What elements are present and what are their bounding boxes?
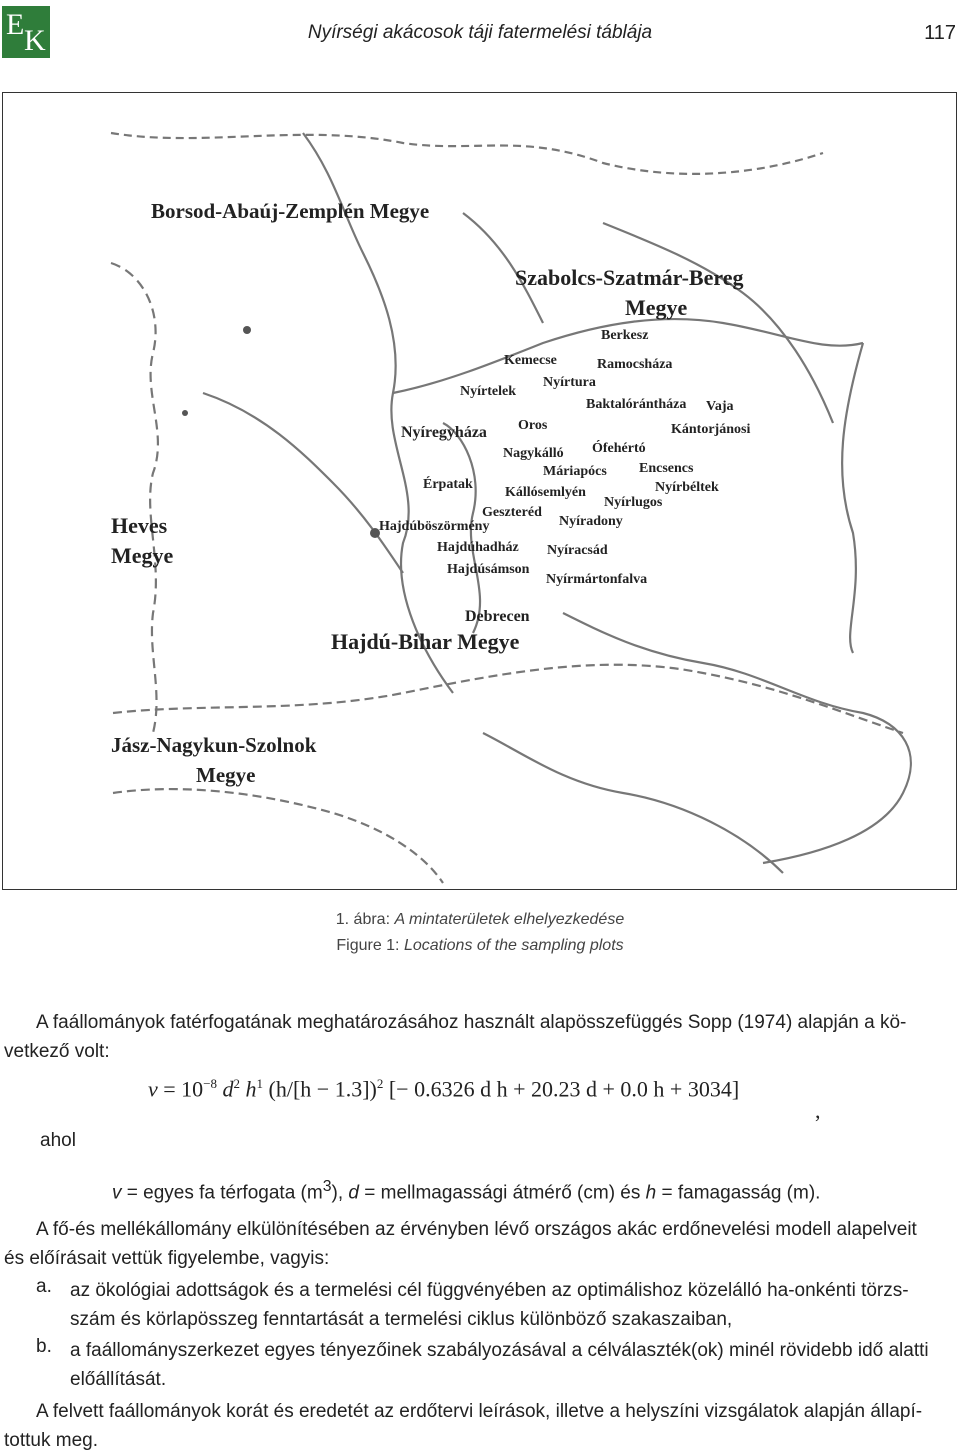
list-item-b-line: előállítását. <box>70 1369 167 1390</box>
def-var: d <box>348 1182 359 1204</box>
logo-letter-k: K <box>24 24 46 57</box>
paragraph-line: és előírásait vettük figyelembe, vagyis: <box>4 1248 330 1269</box>
county-label-borsod: Borsod-Abaúj-Zemplén Megye <box>151 199 430 223</box>
def-var: v <box>112 1182 122 1204</box>
place-label: Baktalórántháza <box>586 397 687 412</box>
county-label-heves: Heves <box>111 513 168 538</box>
place-label: Ófehértó <box>592 441 646 456</box>
caption-prefix: 1. ábra: <box>335 911 395 928</box>
def-var: h <box>645 1182 657 1204</box>
paragraph-line: A felvett faállományok korát és eredetét az erdőtervi leírások, illetve a helyszíni vizsgálatok alapján állapí- <box>36 1401 923 1422</box>
volume-formula <box>148 1076 739 1102</box>
place-label: Nyírtelek <box>460 384 516 399</box>
county-label-hajdu-bihar: Hajdú-Bihar Megye <box>331 629 520 654</box>
place-label: Kállósemlyén <box>505 485 586 500</box>
place-label: Berkesz <box>601 328 649 343</box>
place-label: Hajdúsámson <box>447 562 530 577</box>
county-label-jasz: Jász-Nagykun-Szolnok <box>111 733 317 757</box>
map-figure <box>2 92 957 890</box>
def-text: = egyes fa térfogata (m <box>121 1182 323 1204</box>
county-label-heves-megye: Megye <box>111 543 174 568</box>
place-label: Nyírlugos <box>604 495 663 510</box>
place-label: Hajdúböszörmény <box>379 519 490 534</box>
def-text: ), <box>331 1182 349 1204</box>
county-label-szabolcs: Szabolcs-Szatmár-Bereg <box>515 265 744 290</box>
place-label: Érpatak <box>423 477 473 492</box>
def-text: = famagasság (m). <box>656 1182 821 1204</box>
figure-caption-en <box>0 937 960 955</box>
place-label: Kemecse <box>504 353 557 368</box>
place-label: Nyírtura <box>543 375 596 390</box>
formula-exp: 2 <box>376 1076 384 1091</box>
place-label: Ramocsháza <box>597 357 673 372</box>
formula-v: v <box>148 1076 158 1102</box>
place-label: Debrecen <box>465 608 530 625</box>
formula-exp: −8 <box>203 1076 218 1091</box>
page-number: 117 <box>924 22 956 44</box>
county-label-jasz-megye: Megye <box>196 763 256 787</box>
figure-caption-hu <box>0 911 960 929</box>
place-label: Nagykálló <box>503 446 564 461</box>
map-svg <box>3 93 956 889</box>
formula-comma: , <box>815 1098 821 1123</box>
list-marker-b: b. <box>36 1336 52 1357</box>
place-label: Oros <box>518 418 548 433</box>
logo-letter-e: E <box>6 8 25 41</box>
list-item-b-line: a faállományszerkezet egyes tényezőinek szabályozásával a célválaszték(ok) minél rövidebb idő alatti <box>70 1340 929 1361</box>
place-label: Nyíracsád <box>547 543 608 558</box>
place-label: Geszteréd <box>482 505 542 520</box>
place-label: Vaja <box>706 399 734 414</box>
settlement-dots <box>182 326 380 538</box>
formula-core: (h/[h − 1.3]) <box>268 1076 377 1102</box>
place-label: Nyíregyháza <box>401 424 487 441</box>
ahol-label: ahol <box>40 1130 76 1151</box>
formula-d: d <box>222 1076 234 1102</box>
running-title: Nyírségi akácosok táji fatermelési táblája <box>307 22 653 43</box>
place-label: Nyíradony <box>559 514 623 529</box>
intro-line: vetkező volt: <box>4 1041 110 1062</box>
county-label-szabolcs-megye: Megye <box>625 295 688 320</box>
formula-bracket: [− 0.6326 d h + 20.23 d + 0.0 h + 3034] <box>388 1076 740 1102</box>
def-text: = mellmagassági átmérő (cm) és <box>358 1182 646 1204</box>
caption-title: Locations of the sampling plots <box>403 937 624 954</box>
place-label: Nyírmártonfalva <box>546 572 648 587</box>
place-label: Kántorjánosi <box>671 422 751 437</box>
intro-line: A faállományok fatérfogatának meghatározásához használt alapösszefüggés Sopp (1974) alapján a kö- <box>36 1012 907 1033</box>
place-label: Encsencs <box>639 461 694 476</box>
place-label: Nyírbéltek <box>655 480 719 495</box>
caption-title: A mintaterületek elhelyezkedése <box>394 911 625 928</box>
formula-eq: = 10 <box>157 1076 204 1102</box>
formula-exp: 2 <box>233 1076 241 1091</box>
place-label: Máriapócs <box>543 464 607 479</box>
map-labels <box>111 199 750 787</box>
place-label: Hajdúhadház <box>437 540 519 555</box>
formula-h: h <box>245 1076 257 1102</box>
def-sup: 3 <box>322 1178 332 1195</box>
caption-prefix: Figure 1: <box>336 937 404 954</box>
formula-exp: 1 <box>256 1076 264 1091</box>
list-item-a-line: az ökológiai adottságok és a termelési cél függvényében az optimálishoz közelálló ha-onkénti törzs- <box>70 1280 909 1301</box>
list-marker-a: a. <box>36 1276 52 1297</box>
paragraph-line: A fő-és mellékállomány elkülönítésében az érvényben lévő országos akác erdőnevelési modell alapelveit <box>36 1219 917 1240</box>
list-item-a-line: szám és körlapösszeg fenntartását a termelési ciklus különböző szakaszaiban, <box>70 1309 733 1330</box>
variable-definitions <box>112 1172 820 1207</box>
paragraph-line: tottuk meg. <box>4 1430 98 1451</box>
